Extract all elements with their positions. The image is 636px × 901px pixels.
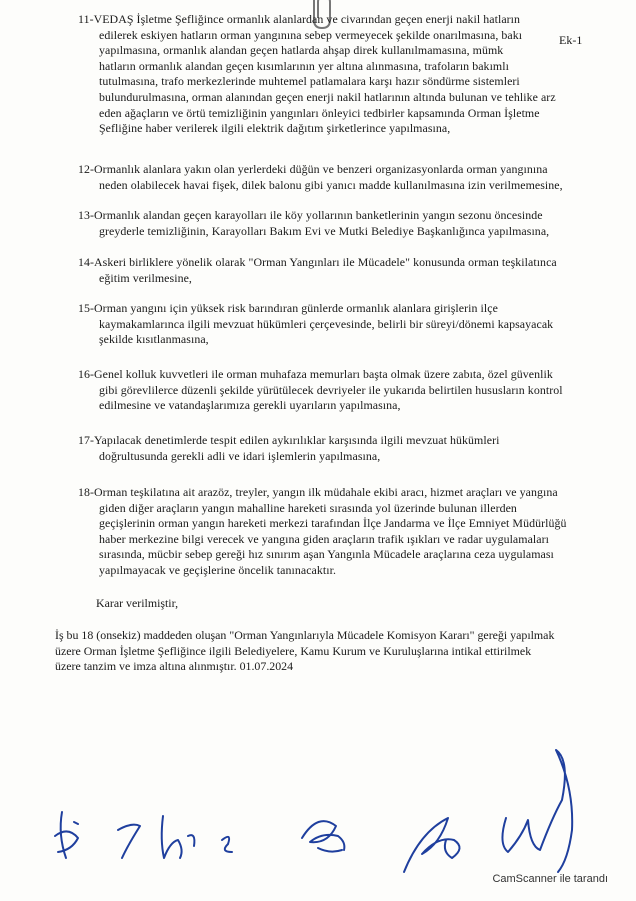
item-line: yapılmasına, ormanlık alandan geçen hatlarda ahşap direk kullanılmamasına, mümk [99,43,504,58]
item-line: kaymakamlarınca ilgili mevzuat hükümleri çerçevesinde, belirli bir süreyi/dönemi kapsayacak [99,316,554,331]
item-line: 11-VEDAŞ İşletme Şefliğince ormanlık alanlardan ve civarından geçen enerji nakil hatların [78,12,521,26]
signature-1 [55,812,78,858]
signature-2 [118,825,140,858]
item-line: geçişlerinin orman yangın hareketi merkezi tarafından İlçe Jandarma ve İlçe Emniyet Müdürlüğü [99,516,567,531]
item-line: 14-Askeri birliklere yönelik olarak "Orman Yangınları ile Mücadele" konusunda orman teşkilatınca [78,255,557,269]
item-line: edilmesine ve vatandaşlarımıza gerekli uyarıların yapılmasına, [99,398,401,413]
signature-6 [404,818,460,872]
signature-3 [162,816,195,858]
signature-4 [222,837,232,852]
item-line: sırasında, mücbir sebep gereği hız sınırım aşan Yangınla Mücadele araçlarına ceza uygulaması [99,547,554,562]
item-line: gibi görevlilerce düzenli şekilde yürütülecek devriyeler ile yukarıda belirtilen hususların kontrol [99,382,563,397]
item-line: tutulmasına, trafo merkezlerinde muhtemel patlamalara karşı hazır söndürme sistemleri [99,74,520,89]
item-line: 15-Orman yangını için yüksek risk barındıran günlerde ormanlık alanlara girişlerin ilçe [78,301,498,315]
item-line: haber merkezine bilgi verecek ve yangına giden araçların trafik ışıkları ve radar uygulamaları [99,531,550,546]
closing-line: üzere tanzim ve imza altına alınmıştır. 01.07.2024 [55,659,294,674]
item-line: yapılmayacak ve geçişlerine öncelik tanınacaktır. [99,562,337,577]
item-line: greyderle temizliğinin, Karayolları Bakım Evi ve Mutki Belediye Başkanlığınca yapılmasına, [99,223,550,238]
closing-line: üzere Orman İşletme Şefliğince ilgili Belediyelere, Kamu Kurum ve Kuruluşlarına intikal ettirilmek [55,643,532,658]
item-line: neden olabilecek havai fişek, dilek balonu gibi yanıcı madde kullanılmasına izin verilmemesine, [99,177,563,192]
item-line: 16-Genel kolluk kuvvetleri ile orman muhafaza memurları başta olmak üzere zabıta, özel güvenlik [78,367,553,381]
item-line: 17-Yapılacak denetimlerde tespit edilen aykırılıklar karşısında ilgili mevzuat hükümleri [78,433,500,447]
item-line: şekilde kısıtlanmasına, [99,332,209,347]
item-line: 12-Ormanlık alanlara yakın olan yerlerdeki düğün ve benzeri organizasyonlarda orman yangınına [78,162,548,176]
closing-line: İş bu 18 (onsekiz) maddeden oluşan "Orman Yangınlarıyla Mücadele Komisyon Kararı" gereği yapılmak [55,628,555,642]
item-line: Şefliğine haber verilerek ilgili elektrik dağıtım şirketlerince yapılmasına, [99,121,451,136]
item-line: bulundurulmasına, orman alanından geçen enerji nakil hatlarının altında bulunan ve tehlike arz [99,89,556,104]
item-line: eden ağaçların ve örtü temizliğinin yangınları önleyici tedbirler kapsamında Orman İşletme [99,105,540,120]
scanner-watermark: CamScanner ile tarandı [492,873,608,885]
annex-label: Ek-1 [559,33,583,47]
signature-5 [302,821,344,852]
item-line: hatların ormanlık alandan geçen kısımlarının yer altına alınmasına, trafoların bakımlı [99,58,509,73]
item-line: eğitim verilmesine, [99,270,192,285]
decision-statement: Karar verilmiştir, [96,596,179,610]
item-line: 18-Orman teşkilatına ait arazöz, treyler, yangın ilk müdahale ekibi aracı, hizmet araçları ve yangına [78,485,558,499]
item-line: edilerek eskiyen hatların orman yangınına sebep vermeyecek şekilde onarılmasına, bakı [99,27,523,42]
item-line: doğrultusunda gerekli adli ve idari işlemlerin yapılmasına, [99,448,381,463]
signature-7 [502,750,572,872]
item-line: giden diğer araçların yangın mahalline hareketi sırasında yol üzerinde bulunan illerden [99,500,517,515]
item-line: 13-Ormanlık alandan geçen karayolları ile köy yollarının banketlerinin yangın sezonu öncesinde [78,208,543,222]
